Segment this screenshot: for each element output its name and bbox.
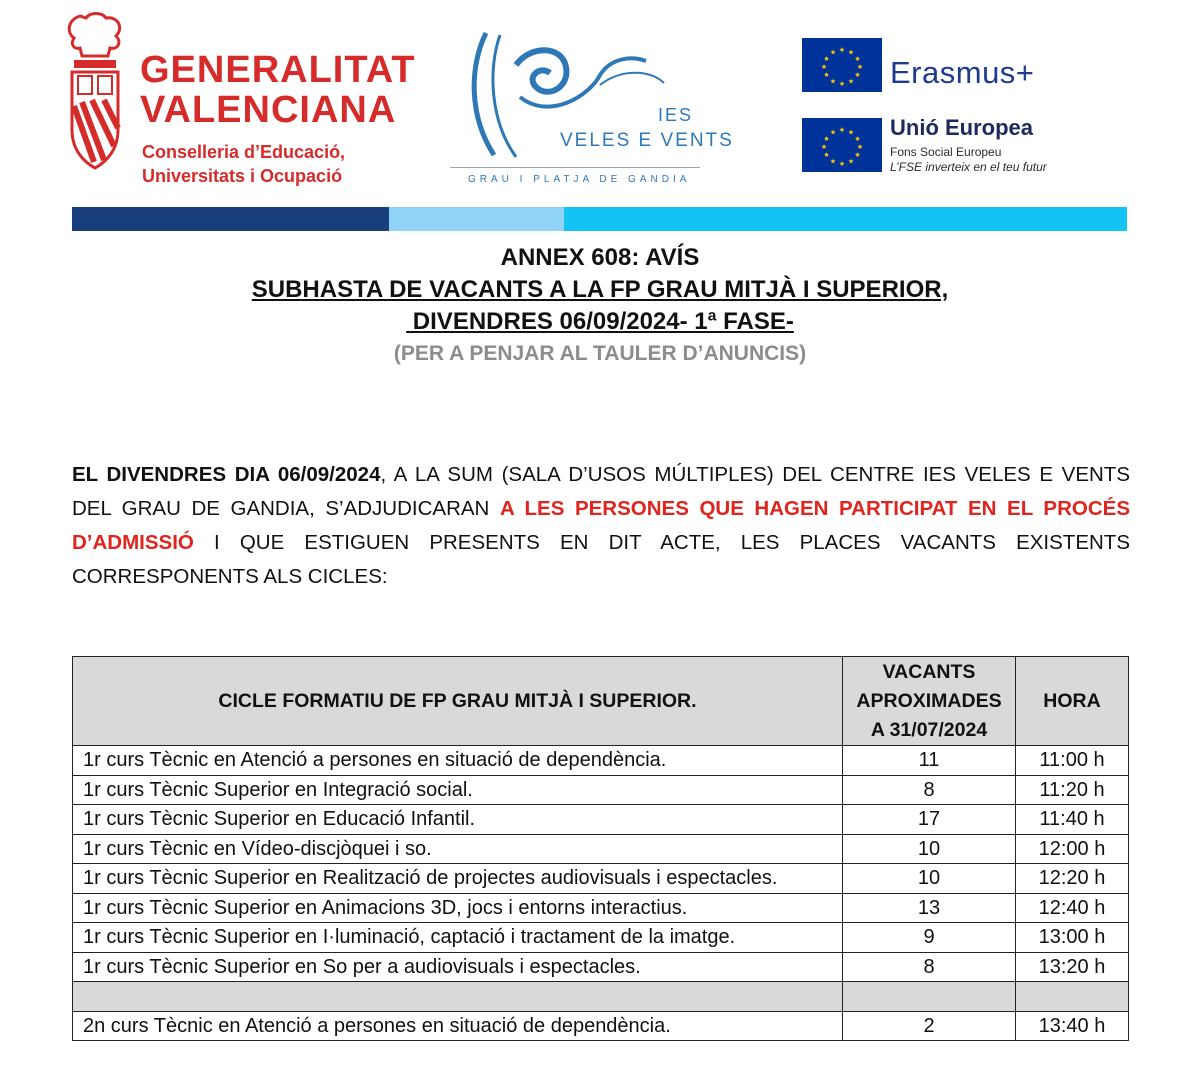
gva-emblem-icon [60,10,130,180]
cell-cycle: 1r curs Tècnic Superior en Integració social. [73,775,843,805]
header-color-band [72,207,1127,231]
cell-hora: 13:40 h [1016,1011,1129,1041]
svg-text:★: ★ [854,55,861,63]
svg-text:★: ★ [854,151,861,159]
table-row [73,864,1129,894]
cell-cycle: 1r curs Tècnic en Vídeo-discjòquei i so. [73,834,843,864]
table-row [73,805,1129,835]
svg-text:★: ★ [838,46,846,54]
vacancies-table [72,656,1129,1041]
svg-text:★: ★ [823,71,830,79]
cell-hora: 11:20 h [1016,775,1129,805]
auction-date: DIVENDRES 06/09/2024- 1ª FASE- [406,308,794,335]
ies-subtitle: GRAU I PLATJA DE GANDIA [468,174,691,185]
svg-text:★: ★ [820,63,828,71]
table-row [73,1011,1129,1041]
cell-cycle: 2n curs Tècnic en Atenció a persones en situació de dependència. [73,1011,843,1041]
band-segment-cyan [564,207,1127,231]
cell-hora: 11:00 h [1016,746,1129,776]
ies-divider [450,167,700,168]
cell-vacants: 9 [843,923,1016,953]
cell-hora: 13:20 h [1016,952,1129,982]
svg-text:★: ★ [829,77,837,86]
ies-logo [450,25,734,195]
svg-text:★: ★ [847,77,855,86]
svg-text:★: ★ [838,160,846,168]
cell-hora: 12:00 h [1016,834,1129,864]
svg-text:★: ★ [847,157,855,166]
cell-cycle: 1r curs Tècnic Superior en Animacions 3D, jocs i entorns interactius. [73,893,843,923]
gva-name: GENERALITAT VALENCIANA [140,49,416,131]
ies-name: VELES E VENTS [560,130,734,151]
svg-text:★: ★ [854,135,861,143]
cell-vacants: 2 [843,1011,1016,1041]
ies-label: IES [658,105,694,125]
auction-title: SUBHASTA DE VACANTS A LA FP GRAU MITJÀ I SUPERIOR, [251,276,949,303]
table-row [73,746,1129,776]
svg-text:★: ★ [838,80,846,88]
erasmus-logo-text: Erasmus+ [890,55,1035,90]
paragraph-text-1: , A LA SUM (SALA D’USOS MÚLTIPLES) DEL CENTRE IES VELES E VENTS DEL GRAU DE GANDIA, S’ADJUDICARAN [72,463,1130,520]
band-segment-dark [72,207,389,231]
svg-text:★: ★ [856,63,864,71]
gva-department: Conselleria d’Educació, Universitats i Ocupació [142,142,346,186]
annex-title: ANNEX 608: AVÍS [500,244,700,271]
header-hora: HORA [1016,657,1129,746]
cell-cycle: 1r curs Tècnic Superior en Educació Infantil. [73,805,843,835]
cell-vacants: 8 [843,952,1016,982]
cell-vacants: 17 [843,805,1016,835]
table-header-row [73,657,1129,746]
cell-cycle: 1r curs Tècnic Superior en I·luminació, captació i tractament de la imatge. [73,923,843,953]
band-segment-light [389,207,564,231]
ue-subtitle: Fons Social Europeu [890,145,1002,159]
cell-vacants: 8 [843,775,1016,805]
svg-text:★: ★ [823,135,830,143]
eu-flag-icon [802,38,882,92]
cell-cycle: 1r curs Tècnic Superior en Realització de projectes audiovisuals i espectacles. [73,864,843,894]
svg-text:★: ★ [847,128,855,137]
paragraph-text-2: I QUE ESTIGUEN PRESENTS EN DIT ACTE, LES PLACES VACANTS EXISTENTS CORRESPONENTS ALS CICLES: [72,531,1130,588]
header-vacants: VACANTS APROXIMADES A 31/07/2024 [843,657,1016,746]
table-row [73,775,1129,805]
cell-hora: 12:40 h [1016,893,1129,923]
svg-text:★: ★ [823,55,830,63]
svg-text:★: ★ [820,143,828,151]
svg-text:★: ★ [829,157,837,166]
header-cycle: CICLE FORMATIU DE FP GRAU MITJÀ I SUPERIOR. [73,657,843,746]
svg-text:★: ★ [829,48,837,57]
eu-flag-icon [802,118,882,172]
cell-vacants [843,982,1016,1012]
cell-hora: 13:00 h [1016,923,1129,953]
cell-cycle: 1r curs Tècnic Superior en So per a audiovisuals i espectacles. [73,952,843,982]
cell-vacants: 10 [843,834,1016,864]
notice-board-note: (PER A PENJAR AL TAULER D’ANUNCIS) [393,342,807,365]
table-row [73,923,1129,953]
paragraph-date: EL DIVENDRES DIA 06/09/2024 [72,463,381,486]
cell-hora [1016,982,1129,1012]
svg-text:★: ★ [856,143,864,151]
svg-text:★: ★ [847,48,855,57]
cell-cycle: 1r curs Tècnic en Atenció a persones en situació de dependència. [73,746,843,776]
cell-hora: 12:20 h [1016,864,1129,894]
svg-text:★: ★ [823,151,830,159]
paragraph-highlight: A LES PERSONES QUE HAGEN PARTICIPAT EN EL PROCÉS D’ADMISSIÓ [72,497,1130,554]
cell-cycle [73,982,843,1012]
cell-vacants: 11 [843,746,1016,776]
cell-vacants: 10 [843,864,1016,894]
svg-text:★: ★ [854,71,861,79]
cell-hora: 11:40 h [1016,805,1129,835]
svg-text:★: ★ [829,128,837,137]
ue-title: Unió Europea [890,115,1034,140]
svg-text:★: ★ [838,126,846,134]
table-row [73,834,1129,864]
announcement-paragraph [72,458,1130,594]
ue-motto: L’FSE inverteix en el teu futur [890,160,1047,174]
table-row [73,893,1129,923]
gva-logo [60,10,430,195]
table-separator-row [73,982,1129,1012]
cell-vacants: 13 [843,893,1016,923]
document-titles [0,242,1200,368]
table-row [73,952,1129,982]
